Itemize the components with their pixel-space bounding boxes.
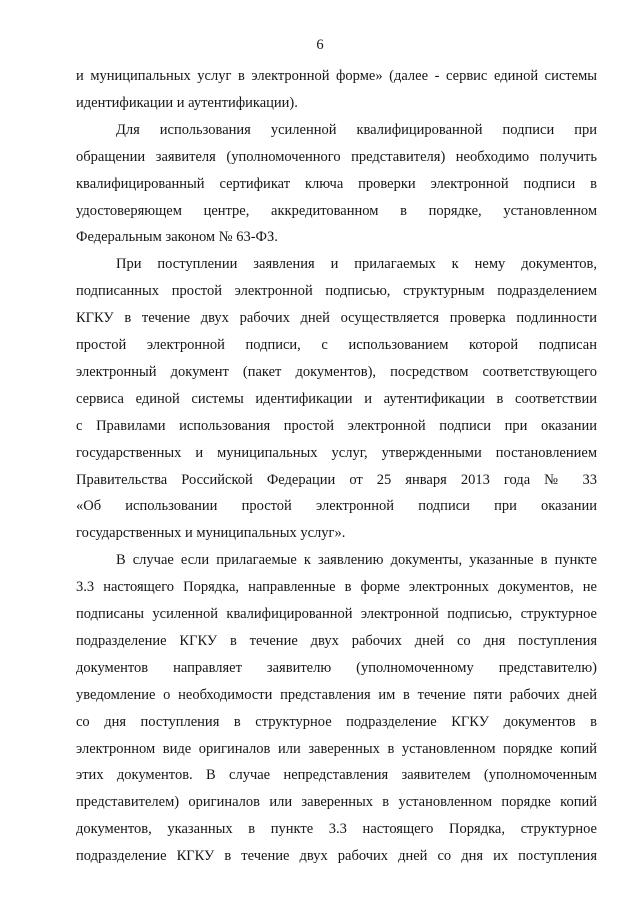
text-line: Федеральным законом № 63-ФЗ. bbox=[76, 229, 278, 246]
text-line: этих документов. В случае непредставления заявителем (уполномоченным bbox=[76, 767, 597, 784]
text-line: уведомление о необходимости представления им в течение пяти рабочих дней bbox=[76, 686, 597, 703]
text-line: подразделение КГКУ в течение двух рабочих дней со дня их поступления bbox=[76, 848, 597, 865]
text-line: электронный документ (пакет документов), посредством соответствующего bbox=[76, 363, 597, 380]
text-line: Для использования усиленной квалифицированной подписи при bbox=[116, 121, 597, 138]
text-line: сервиса единой системы идентификации и аутентификации в соответствии bbox=[76, 390, 597, 407]
text-line: При поступлении заявления и прилагаемых к нему документов, bbox=[116, 256, 597, 273]
text-line: 3.3 настоящего Порядка, направленные в форме электронных документов, не bbox=[76, 579, 597, 596]
page-number: 6 bbox=[316, 37, 324, 53]
text-line: удостоверяющем центре, аккредитованном в порядке, установленном bbox=[76, 202, 597, 219]
text-line: КГКУ в течение двух рабочих дней осуществляется проверка подлинности bbox=[76, 310, 597, 327]
text-line: подписанных простой электронной подписью, структурным подразделением bbox=[76, 283, 597, 300]
text-line: представителем) оригиналов или заверенных в установленном порядке копий bbox=[76, 794, 597, 811]
text-line: государственных и муниципальных услуг, утвержденными постановлением bbox=[76, 444, 597, 461]
text-line: подразделение КГКУ в течение двух рабочих дней со дня поступления bbox=[76, 632, 597, 649]
text-line: идентификации и аутентификации). bbox=[76, 94, 298, 111]
text-line: «Об использовании простой электронной подписи при оказании bbox=[76, 498, 597, 515]
text-line: обращении заявителя (уполномоченного представителя) необходимо получить bbox=[76, 148, 597, 165]
text-line: подписаны усиленной квалифицированной электронной подписью, структурное bbox=[76, 606, 597, 622]
text-line: со дня поступления в структурное подразделение КГКУ документов в bbox=[76, 713, 597, 730]
text-line: простой электронной подписи, с использованием которой подписан bbox=[76, 337, 597, 353]
text-line: государственных и муниципальных услуг». bbox=[76, 525, 346, 542]
text-line: с Правилами использования простой электронной подписи при оказании bbox=[76, 417, 597, 434]
text-line: В случае если прилагаемые к заявлению документы, указанные в пункте bbox=[116, 552, 597, 569]
text-line: электронном виде оригиналов или заверенных в установленном порядке копий bbox=[76, 740, 597, 757]
text-line: документов, указанных в пункте 3.3 настоящего Порядка, структурное bbox=[76, 821, 597, 838]
text-line: и муниципальных услуг в электронной форме» (далее - сервис единой системы bbox=[76, 68, 597, 84]
text-line: Правительства Российской Федерации от 25 января 2013 года № 33 bbox=[76, 471, 597, 488]
text-line: документов направляет заявителю (уполномоченному представителю) bbox=[76, 659, 597, 676]
text-line: квалифицированный сертификат ключа проверки электронной подписи в bbox=[76, 175, 597, 192]
